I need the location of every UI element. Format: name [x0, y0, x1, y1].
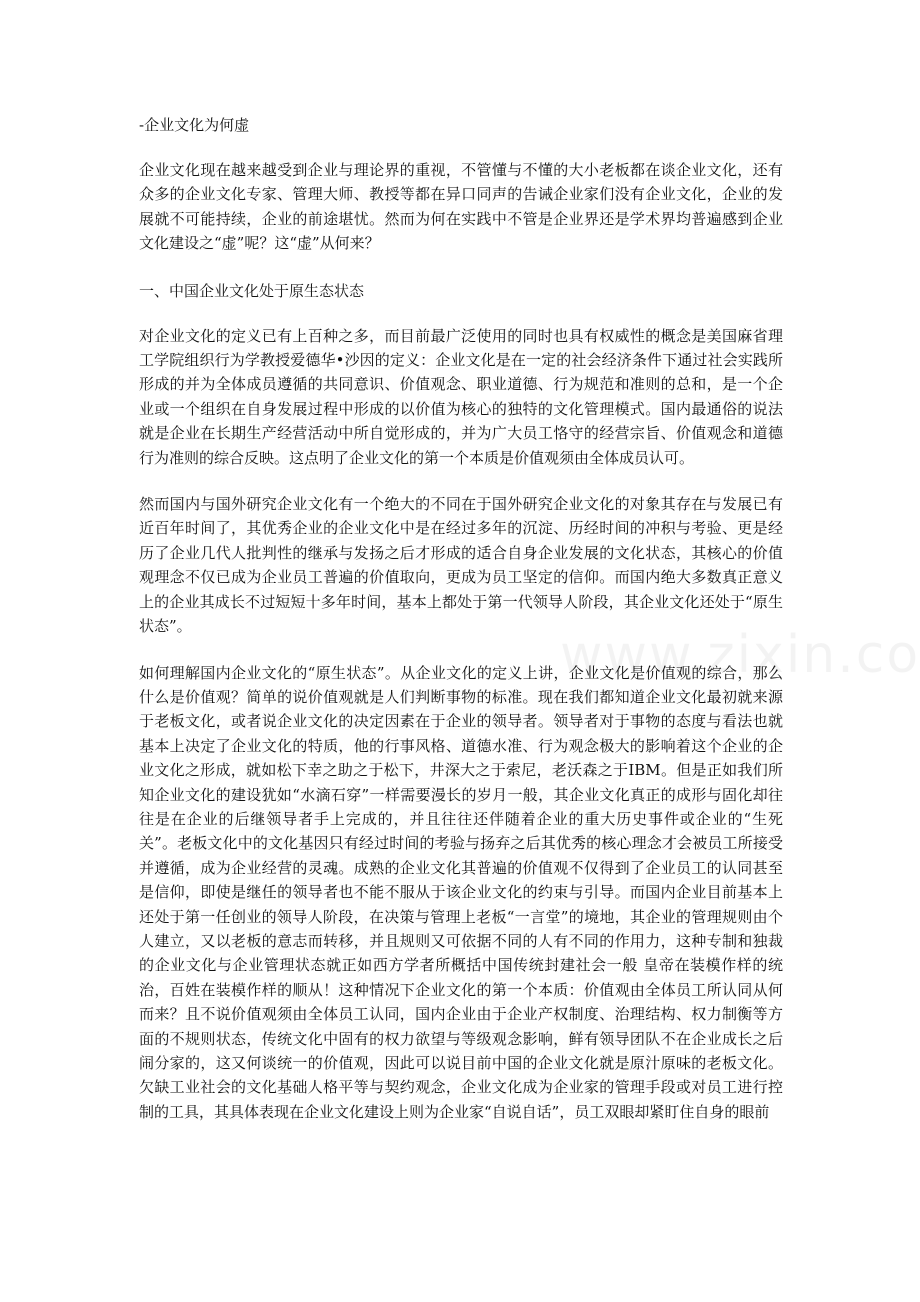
section-heading: 一、中国企业文化处于原生态状态 — [139, 281, 365, 300]
intro-paragraph: 企业文化现在越来越受到企业与理论界的重视，不管懂与不懂的大小老板都在谈企业文化，还有众多的企业文化专家、管理大师、教授等都在异口同声的告诫企业家们没有企业文化，企业的发展就不可能持续，企业的前途堪忧。然而为何在实践中不管是企业界还是学术界均普遍感到企业文化建设之“虚”呢？这“虚”从何来？ — [139, 161, 783, 253]
body-paragraph-1: 对企业文化的定义已有上百种之多，而目前最广泛使用的同时也具有权威性的概念是美国麻省理工学院组织行为学教授爱德华•沙因的定义：企业文化是在一定的社会经济条件下通过社会实践所形成的并为全体成员遵循的共同意识、价值观念、职业道德、行为规范和准则的总和，是一个企业或一个组织在自身发展过程中形成的以价值为核心的独特的文化管理模式。国内最通俗的说法就是企业在长期生产经营活动中所自觉形成的，并为广大员工恪守的经营宗旨、价值观念和道德行为准则的综合反映。这点明了企业文化的第一个本质是价值观须由全体成员认可。 — [139, 326, 783, 467]
document-page — [139, 112, 783, 1146]
document-title: -企业文化为何虚 — [139, 116, 250, 134]
body-paragraph-2: 然而国内与国外研究企业文化有一个绝大的不同在于国外研究企业文化的对象其存在与发展已有近百年时间了，其优秀企业的企业文化中是在经过多年的沉淀、历经时间的冲积与考验、更是经历了企业几代人批判性的继承与发扬之后才形成的适合自身企业发展的文化状态，其核心的价值观理念不仅已成为企业员工普遍的价值取向，更成为员工坚定的信仰。而国内绝大多数真正意义上的企业其成长不过短短十多年时间，基本上都处于第一代领导人阶段，其企业文化还处于“原生状态”。 — [139, 495, 783, 636]
body-paragraph-3: 如何理解国内企业文化的“原生状态”。从企业文化的定义上讲，企业文化是价值观的综合，那么什么是价值观？简单的说价值观就是人们判断事物的标准。现在我们都知道企业文化最初就来源于老板文化，或者说企业文化的决定因素在于企业的领导者。领导者对于事物的态度与看法也就基本上决定了企业文化的特质，他的行事风格、道德水准、行为观念极大的影响着这个企业的企业文化之形成，就如松下幸之助之于松下，井深大之于索尼，老沃森之于IBM。但是正如我们所知企业文化的建设犹如“水滴石穿”一样需要漫长的岁月一般，其企业文化真正的成形与固化却往往是在企业的后继领导者手上完成的，并且往往还伴随着企业的重大历史事件或企业的“生死关”。老板文化中的文化基因只有经过时间的考验与扬弃之后其优秀的核心理念才会被员工所接受并遵循，成为企业经营的灵魂。成熟的企业文化其普遍的价值观不仅得到了企业员工的认同甚至是信仰，即使是继任的领导者也不能不服从于该企业文化的约束与引导。而国内企业目前基本上还处于第一任创业的领导人阶段，在决策与管理上老板“一言堂”的境地，其企业的管理规则由个人建立，又以老板的意志而转移，并且规则又可依据不同的人有不同的作用力，这种专制和独裁的企业文化与企业管理状态就正如西方学者所概括中国传统封建社会一般 皇帝在装模作样的统治，百姓在装模作样的顺从！这种情况下企业文化的第一个本质：价值观由全体员工所认同从何而来？且不说价值观须由全体员工认同，国内企业由于企业产权制度、治理结构、权力制衡等方面的不规则状态，传统文化中固有的权力欲望与等级观念影响，鲜有领导团队不在企业成长之后闹分家的，这又何谈统一的价值观，因此可以说目前中国的企业文化就是原汁原味的老板文化。欠缺工业社会的文化基础人格平等与契约观念，企业文化成为企业家的管理手段或对员工进行控制的工具，其具体表现在企业文化建设上则为企业家“自说自话”，员工双眼却紧盯住自身的眼前 — [139, 663, 783, 1121]
